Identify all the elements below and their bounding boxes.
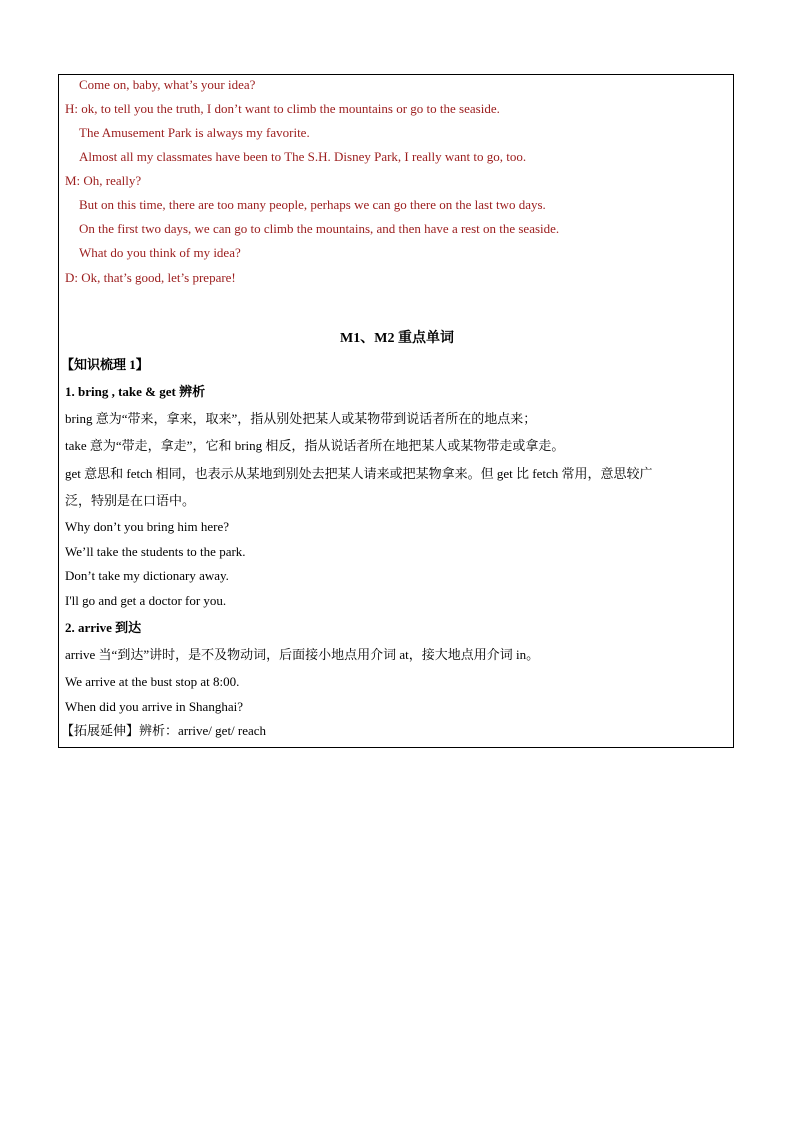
example-line: We’ll take the students to the park. xyxy=(65,544,246,559)
body-line: bring 意为“带来，拿来，取来”，指从别处把某人或某物带到说话者所在的地点来； xyxy=(65,411,537,426)
dialogue-line: Almost all my classmates have been to The S.H. Disney Park, I really want to go, too. xyxy=(79,149,527,164)
dialogue-line: The Amusement Park is always my favorite. xyxy=(79,125,310,140)
dialogue-line: On the first two days, we can go to climb the mountains, and then have a rest on the seaside. xyxy=(79,221,560,236)
knowledge-heading: 【知识梳理 1】 xyxy=(61,357,149,372)
example-line: When did you arrive in Shanghai? xyxy=(65,699,243,714)
example-line: Why don’t you bring him here? xyxy=(65,519,230,534)
example-line: Don’t take my dictionary away. xyxy=(65,568,229,583)
body-line: take 意为“带走，拿走”，它和 bring 相反，指从说话者所在地把某人或某物带走或拿走。 xyxy=(65,438,565,453)
body-line: arrive 当“到达”讲时，是不及物动词，后面接小地点用介词 at，接大地点用介词 in。 xyxy=(65,647,540,662)
dialogue-line: H: ok, to tell you the truth, I don’t want to climb the mountains or go to the seaside. xyxy=(65,101,500,116)
section-title: M1、M2 重点单词 xyxy=(340,331,454,346)
item1-heading: 1. bring , take & get 辨析 xyxy=(65,384,206,399)
dialogue-line: What do you think of my idea? xyxy=(79,245,241,260)
dialogue-line: D: Ok, that’s good, let’s prepare! xyxy=(65,270,236,285)
example-line: We arrive at the bust stop at 8:00. xyxy=(65,674,240,689)
body-line: get 意思和 fetch 相同，也表示从某地到别处去把某人请来或把某物拿来。但 get 比 fetch 常用，意思较广 xyxy=(65,466,653,481)
dialogue-line: Come on, baby, what’s your idea? xyxy=(79,77,256,92)
dialogue-line: But on this time, there are too many people, perhaps we can go there on the last two days. xyxy=(79,197,546,212)
extension-line: 【拓展延伸】辨析：arrive/ get/ reach xyxy=(61,723,267,738)
item2-heading: 2. arrive 到达 xyxy=(65,620,142,635)
dialogue-line: M: Oh, really? xyxy=(65,173,142,188)
body-line: 泛，特别是在口语中。 xyxy=(65,493,196,508)
example-line: I'll go and get a doctor for you. xyxy=(65,593,227,608)
